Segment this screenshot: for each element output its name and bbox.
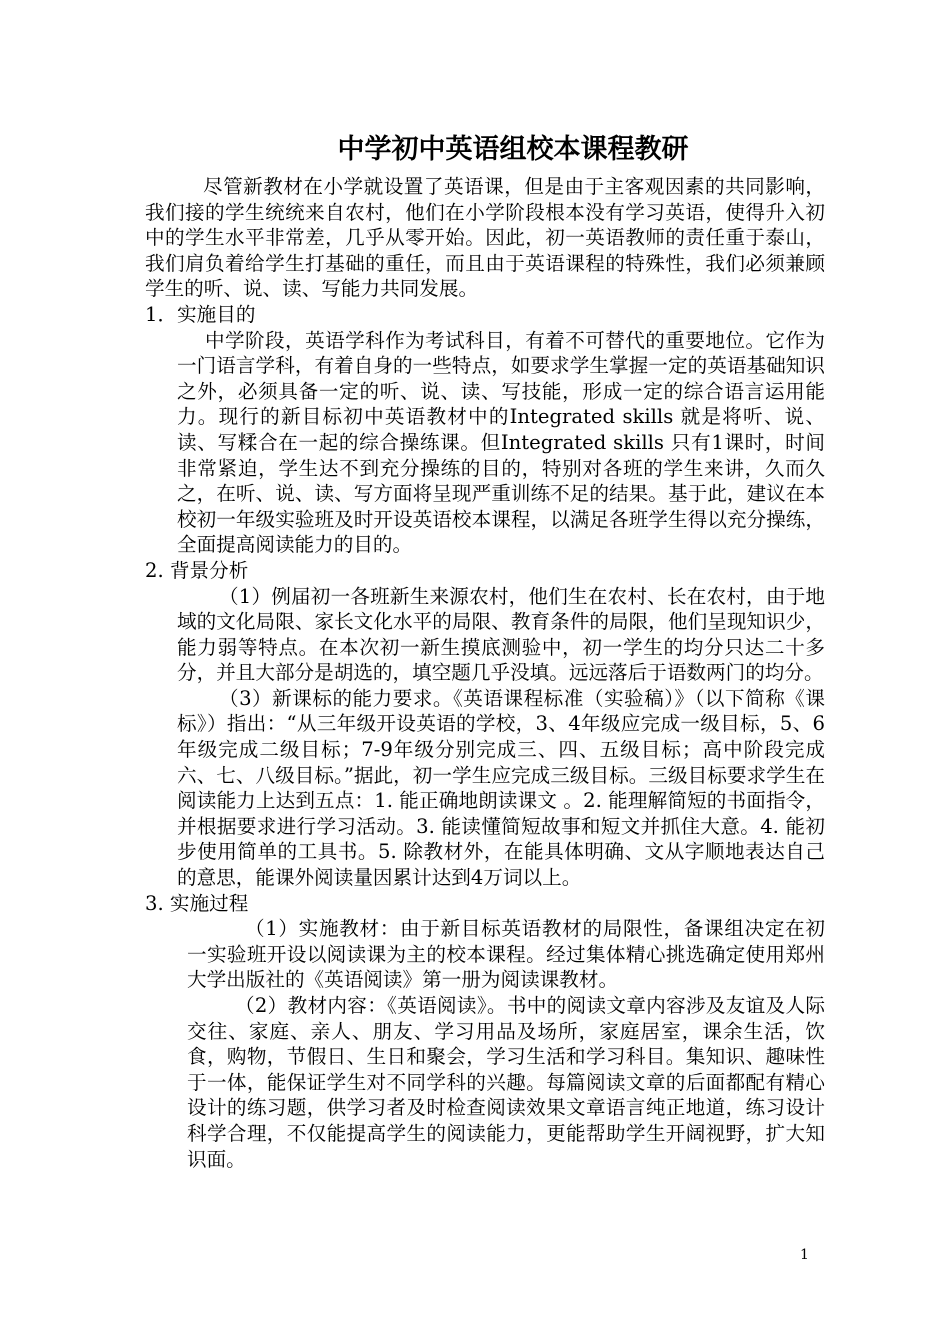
section-3-paragraph-2: （2）教材内容：《英语阅读》。书中的阅读文章内容涉及友谊及人际交往、家庭、亲人、朋友、学习用品及场所，家庭居室，课余生活，饮食，购物，节假日、生日和聚会，学习生活和学习科目。集知识、趣味性于一体，能保证学生对不同学科的兴趣。每篇阅读文章的后面都配有精心设计的练习题，供学习者及时检查阅读效果文章语言纯正地道，练习设计科学合理，不仅能提高学生的阅读能力，更能帮助学生开阔视野，扩大知识面。	[187, 994, 825, 1171]
page-number: 1	[800, 1247, 809, 1263]
section-1-body	[145, 328, 825, 558]
section-3-paragraph-1: （1）实施教材：由于新目标英语教材的局限性，备课组决定在初一实验班开设以阅读课为主的校本课程。经过集体精心挑选确定使用郑州大学出版社的《英语阅读》第一册为阅读课教材。	[187, 917, 825, 992]
document-body	[145, 174, 825, 1172]
section-2-body	[145, 584, 825, 891]
section-2-paragraph-2: （3）新课标的能力要求。《英语课程标准（实验稿）》（以下简称《课标》）指出：“从三年级开设英语的学校，3、4年级应完成一级目标，5、6年级完成二级目标；7-9年级分别完成三、四、五级目标；高中阶段完成六、七、八级目标。”据此，初一学生应完成三级目标。三级目标要求学生在阅读能力上达到五点：1. 能正确地朗读课文 。2. 能理解简短的书面指令，并根据要求进行学习活动。3. 能读懂简短故事和短文并抓住大意。4. 能初步使用简单的工具书。5. 除教材外，在能具体明确、文从字顺地表达自己的意思，能课外阅读量因累计达到4万词以上。	[177, 686, 825, 890]
section-2-heading: 2. 背景分析	[145, 558, 249, 582]
section-3-body	[145, 916, 825, 1172]
section-3-heading: 3. 实施过程	[145, 891, 249, 915]
document-title: 中学初中英语组校本课程教研	[337, 134, 689, 165]
section-2-paragraph-1: （1）例届初一各班新生来源农村，他们生在农村、长在农村，由于地域的文化局限、家长文化水平的局限、教育条件的局限，他们呈现知识少，能力弱等特点。在本次初一新生摸底测验中，初一学生的均分只达二十多分，并且大部分是胡选的，填空题几乎没填。远远落后于语数两门的均分。	[177, 584, 825, 685]
intro-paragraph: 尽管新教材在小学就设置了英语课，但是由于主客观因素的共同影响，我们接的学生统统来自农村，他们在小学阶段根本没有学习英语，使得升入初中的学生水平非常差，几乎从零开始。因此，初一英语教师的责任重于泰山，我们肩负着给学生打基础的重任，而且由于英语课程的特殊性，我们必须兼顾学生的听、说、读、写能力共同发展。	[145, 175, 825, 301]
section-1-paragraph: 中学阶段，英语学科作为考试科目，有着不可替代的重要地位。它作为一门语言学科，有着自身的一些特点，如要求学生掌握一定的英语基础知识之外，必须具备一定的听、说、读、写技能，形成一定的综合语言运用能力。现行的新目标初中英语教材中的Integrated skills 就是将听、说、读、写糅合在一起的综合操练课。但Integrated skills 只有1课时，时间非常紧迫，学生达不到充分操练的目的，特别对各班的学生来讲，久而久之，在听、说、读、写方面将呈现严重训练不足的结果。基于此，建议在本校初一年级实验班及时开设英语校本课程，以满足各班学生得以充分操练，全面提高阅读能力的目的。	[177, 328, 825, 557]
section-1-heading: 1．实施目的	[145, 302, 256, 326]
